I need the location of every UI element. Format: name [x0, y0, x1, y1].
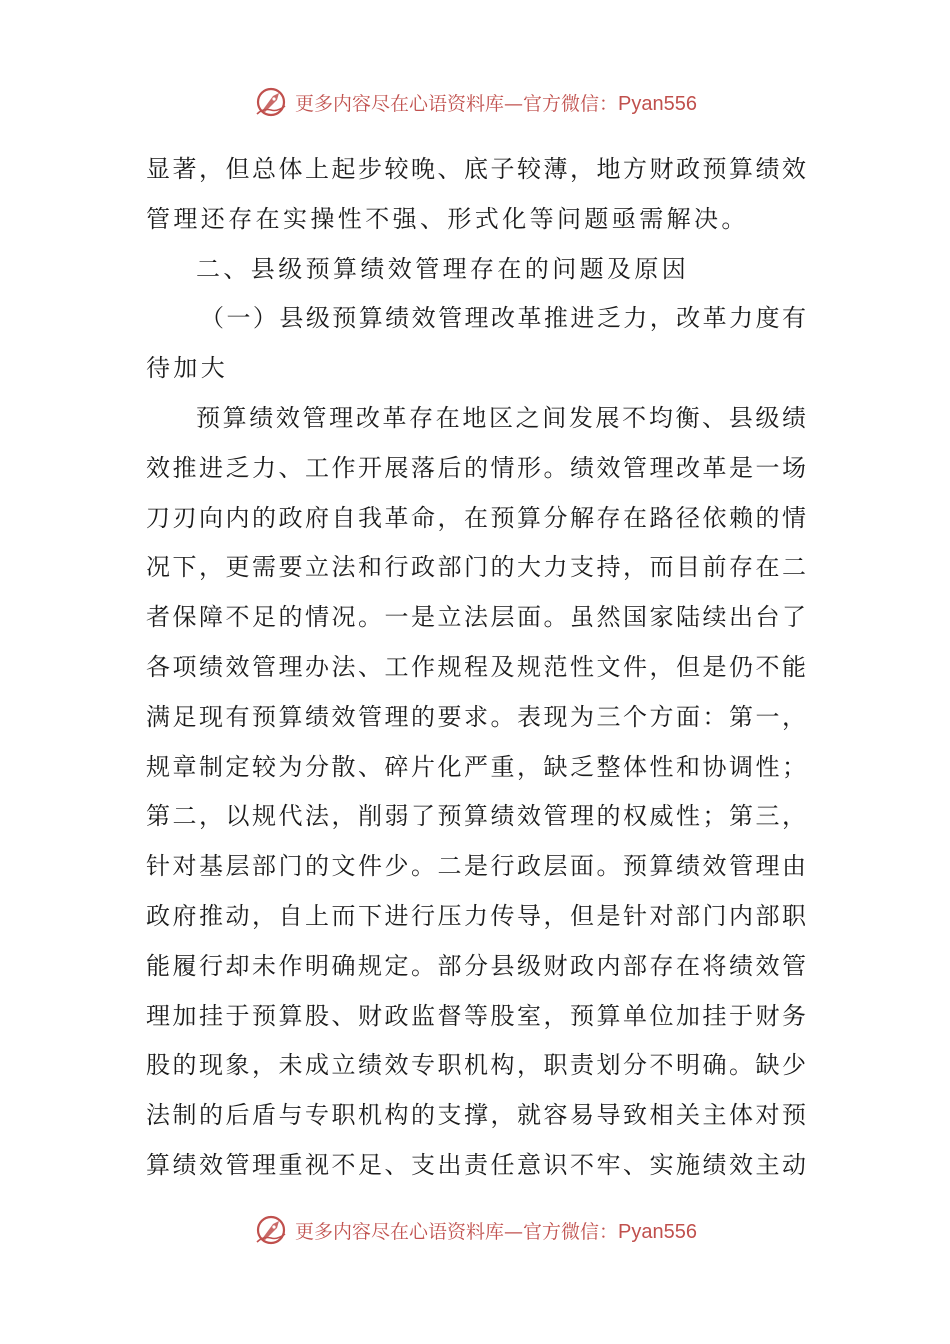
body-line-21: 算绩效管理重视不足、支出责任意识不牢、实施绩效主动	[146, 1150, 806, 1179]
banner-suffix: 官方微信：	[523, 92, 619, 115]
body-line-18: 理加挂于预算股、财政监督等股室，预算单位加挂于财务	[146, 1001, 806, 1030]
body-line-16: 政府推动，自上而下进行压力传导，但是针对部门内部职	[146, 901, 806, 930]
banner-account: Pyan556	[618, 1220, 697, 1243]
footer-banner	[0, 1210, 950, 1250]
subsection-heading-1: （一）县级预算绩效管理改革推进乏力，改革力度有	[200, 304, 806, 333]
body-line-2: 管理还存在实操性不强、形式化等问题亟需解决。	[146, 204, 749, 233]
body-line-9: 况下，更需要立法和行政部门的大力支持，而目前存在二	[146, 553, 806, 582]
banner-text	[295, 1217, 697, 1244]
body-line-7: 效推进乏力、工作开展落后的情形。绩效管理改革是一场	[146, 453, 806, 482]
body-line-12: 满足现有预算绩效管理的要求。表现为三个方面：第一，	[146, 702, 806, 731]
body-line-6: 预算绩效管理改革存在地区之间发展不均衡、县级绩	[196, 403, 806, 432]
banner-title: 更多内容尽在心语资料库	[295, 1220, 505, 1243]
pen-nib-icon	[253, 84, 289, 120]
pen-nib-icon	[253, 1212, 289, 1248]
body-line-10: 者保障不足的情况。一是立法层面。虽然国家陆续出台了	[146, 603, 806, 632]
body-line-8: 刀刃向内的政府自我革命，在预算分解存在路径依赖的情	[146, 503, 806, 532]
section-heading-2: 二、县级预算绩效管理存在的问题及原因	[196, 254, 690, 283]
header-banner	[0, 82, 950, 122]
body-line-20: 法制的后盾与专职机构的支撑，就容易导致相关主体对预	[146, 1101, 806, 1130]
banner-dash: —	[504, 1220, 524, 1243]
banner-account: Pyan556	[618, 92, 697, 115]
body-line-1: 显著，但总体上起步较晚、底子较薄，地方财政预算绩效	[146, 155, 806, 183]
document-body	[146, 145, 806, 1191]
body-line-15: 针对基层部门的文件少。二是行政层面。预算绩效管理由	[146, 852, 806, 881]
body-line-14: 第二，以规代法，削弱了预算绩效管理的权威性；第三，	[146, 802, 806, 831]
body-line-17: 能履行却未作明确规定。部分县级财政内部存在将绩效管	[146, 951, 806, 980]
subsection-heading-1-cont: 待加大	[146, 354, 229, 383]
body-line-19: 股的现象，未成立绩效专职机构，职责划分不明确。缺少	[146, 1051, 806, 1080]
body-line-13: 规章制定较为分散、碎片化严重，缺乏整体性和协调性；	[146, 752, 806, 781]
banner-suffix: 官方微信：	[523, 1220, 619, 1243]
banner-title: 更多内容尽在心语资料库	[295, 92, 505, 115]
body-line-11: 各项绩效管理办法、工作规程及规范性文件，但是仍不能	[146, 652, 806, 681]
banner-dash: —	[504, 92, 524, 115]
banner-text	[295, 89, 697, 116]
